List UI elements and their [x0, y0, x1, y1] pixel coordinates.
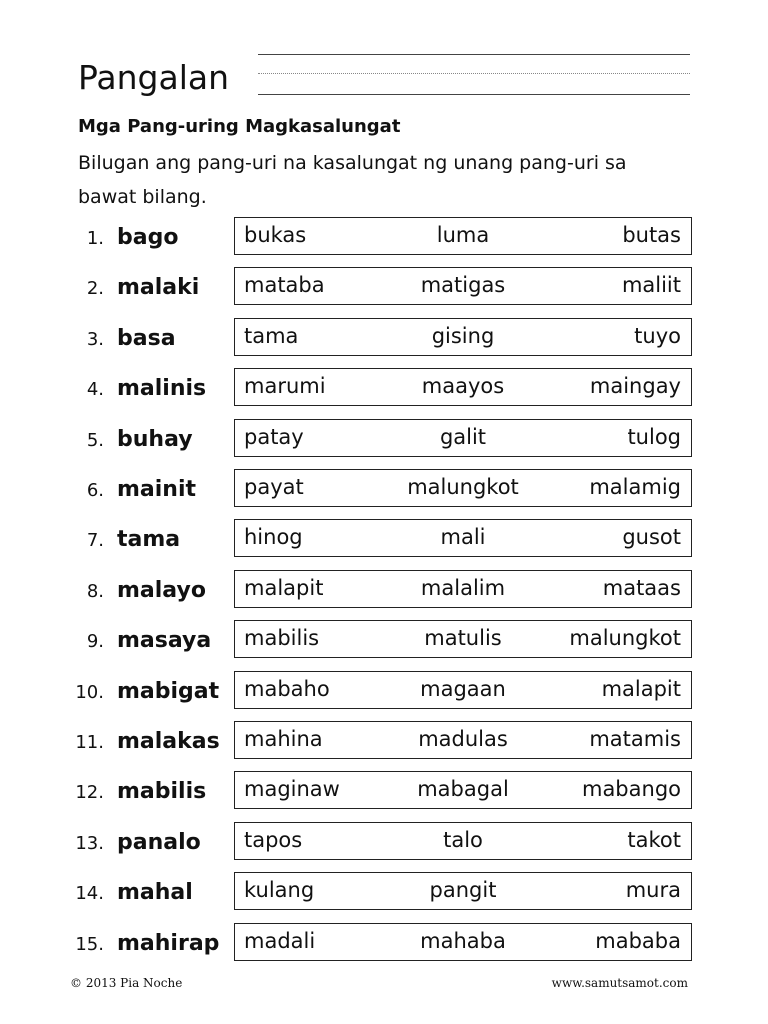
choice-option[interactable]: tapos	[244, 827, 303, 852]
choice-option[interactable]: hinog	[244, 525, 303, 550]
item-number: 4.	[86, 379, 104, 401]
choice-option[interactable]: madulas	[418, 727, 508, 751]
choice-option[interactable]: patay	[244, 424, 304, 449]
item-number: 6.	[86, 480, 104, 501]
item-adjective: masaya	[117, 628, 212, 654]
choices-box	[234, 620, 692, 658]
choices-box	[234, 267, 692, 305]
item-adjective: tama	[117, 527, 181, 553]
copyright-text: © 2013 Pia Noche	[70, 976, 183, 990]
choices-box	[234, 519, 692, 557]
choice-option[interactable]: mahaba	[420, 928, 506, 953]
choices-box	[234, 419, 692, 457]
exercise-item	[0, 822, 768, 864]
choice-option[interactable]: mabaho	[244, 676, 330, 701]
exercise-item	[0, 519, 768, 561]
item-adjective: buhay	[117, 426, 193, 452]
name-field-row	[78, 52, 690, 104]
choice-option[interactable]: tama	[244, 323, 299, 348]
choice-option[interactable]: mababa	[595, 928, 681, 953]
choice-option[interactable]: matigas	[420, 273, 506, 298]
choice-option[interactable]: mabango	[581, 777, 681, 802]
choice-option[interactable]: malapit	[244, 575, 324, 600]
choice-option[interactable]: maliit	[621, 273, 681, 298]
item-number: 3.	[86, 328, 104, 350]
item-number: 9.	[86, 631, 104, 653]
item-number: 7.	[86, 530, 104, 552]
exercise-item	[0, 217, 768, 259]
exercise-item	[0, 368, 768, 410]
exercise-item	[0, 923, 768, 965]
choice-option[interactable]: mali	[440, 525, 486, 550]
choice-option[interactable]: marumi	[244, 374, 326, 399]
choice-option[interactable]: mahina	[244, 727, 323, 751]
choice-option[interactable]: malalim	[420, 575, 506, 600]
choice-option[interactable]: luma	[436, 223, 490, 247]
choices-box	[234, 671, 692, 709]
choices-box	[234, 570, 692, 608]
worksheet-subtitle: Mga Pang-uring Magkasalungat	[78, 116, 401, 137]
choice-option[interactable]: kulang	[244, 878, 315, 903]
choice-option[interactable]: matamis	[589, 727, 681, 751]
website-text: www.samutsamot.com	[551, 976, 688, 990]
choice-option[interactable]: galit	[439, 424, 487, 449]
choice-option[interactable]: mabagal	[417, 777, 509, 802]
exercise-item	[0, 872, 768, 914]
item-adjective: malayo	[117, 577, 206, 603]
item-adjective: mabilis	[117, 779, 207, 805]
exercise-item	[0, 469, 768, 511]
name-writing-line-dotted	[258, 73, 690, 74]
exercise-item	[0, 620, 768, 662]
choice-option[interactable]: malamig	[589, 475, 681, 499]
choice-option[interactable]: mataba	[244, 273, 325, 298]
exercise-item	[0, 721, 768, 763]
item-number: 8.	[86, 580, 104, 602]
choice-option[interactable]: malungkot	[407, 475, 519, 499]
choice-option[interactable]: tulog	[627, 424, 681, 449]
item-adjective: basa	[117, 325, 176, 351]
choice-option[interactable]: maayos	[421, 374, 505, 399]
choices-box	[234, 872, 692, 910]
item-adjective: mahal	[117, 880, 193, 906]
choice-option[interactable]: takot	[627, 827, 681, 852]
choices-box	[234, 318, 692, 356]
name-writing-line-bottom	[258, 94, 690, 95]
item-adjective: mainit	[117, 477, 197, 502]
choice-option[interactable]: gising	[431, 323, 495, 348]
choice-option[interactable]: maingay	[589, 374, 681, 399]
choice-option[interactable]: pangit	[429, 878, 497, 903]
choices-box	[234, 822, 692, 860]
choice-option[interactable]: maginaw	[244, 777, 340, 802]
item-number: 12.	[75, 782, 104, 804]
choice-option[interactable]: payat	[244, 475, 304, 499]
choices-box	[234, 368, 692, 406]
choice-option[interactable]: madali	[244, 928, 316, 953]
item-adjective: malinis	[117, 376, 207, 402]
item-adjective: mabigat	[117, 678, 220, 704]
item-number: 2.	[86, 278, 104, 300]
exercise-item	[0, 570, 768, 612]
choice-option[interactable]: talo	[443, 827, 483, 852]
choice-option[interactable]: mataas	[602, 575, 681, 600]
name-label: Pangalan	[78, 58, 230, 97]
item-number: 14.	[75, 883, 104, 905]
exercise-item	[0, 267, 768, 309]
item-number: 15.	[75, 933, 104, 955]
choice-option[interactable]: tuyo	[634, 323, 681, 348]
item-adjective: malakas	[117, 729, 220, 754]
choices-box	[234, 721, 692, 759]
item-number: 13.	[75, 832, 104, 854]
item-number: 11.	[75, 732, 104, 753]
choices-box	[234, 771, 692, 809]
item-adjective: bago	[117, 225, 179, 250]
exercise-item	[0, 318, 768, 360]
item-adjective: mahirap	[117, 930, 220, 956]
choices-box	[234, 217, 692, 255]
choice-option[interactable]: matulis	[424, 626, 502, 651]
choices-box	[234, 469, 692, 507]
choice-option[interactable]: malapit	[601, 676, 681, 701]
item-adjective: malaki	[117, 275, 200, 301]
item-adjective: panalo	[117, 829, 201, 855]
item-number: 10.	[75, 681, 104, 703]
worksheet-instructions: Bilugan ang pang-uri na kasalungat ng unang pang-uri sa bawat bilang.	[78, 152, 627, 208]
choice-option[interactable]: butas	[622, 223, 681, 247]
choice-option[interactable]: malungkot	[569, 626, 681, 651]
choice-option[interactable]: mura	[625, 878, 681, 903]
name-writing-line-top	[258, 54, 690, 55]
exercise-item	[0, 419, 768, 461]
choice-option[interactable]: magaan	[420, 676, 506, 701]
exercise-item	[0, 771, 768, 813]
choice-option[interactable]: bukas	[244, 223, 307, 247]
choices-box	[234, 923, 692, 961]
item-number: 5.	[86, 429, 104, 451]
choice-option[interactable]: gusot	[622, 525, 681, 550]
choice-option[interactable]: mabilis	[244, 626, 320, 651]
item-number: 1.	[86, 228, 104, 249]
exercise-item	[0, 671, 768, 713]
